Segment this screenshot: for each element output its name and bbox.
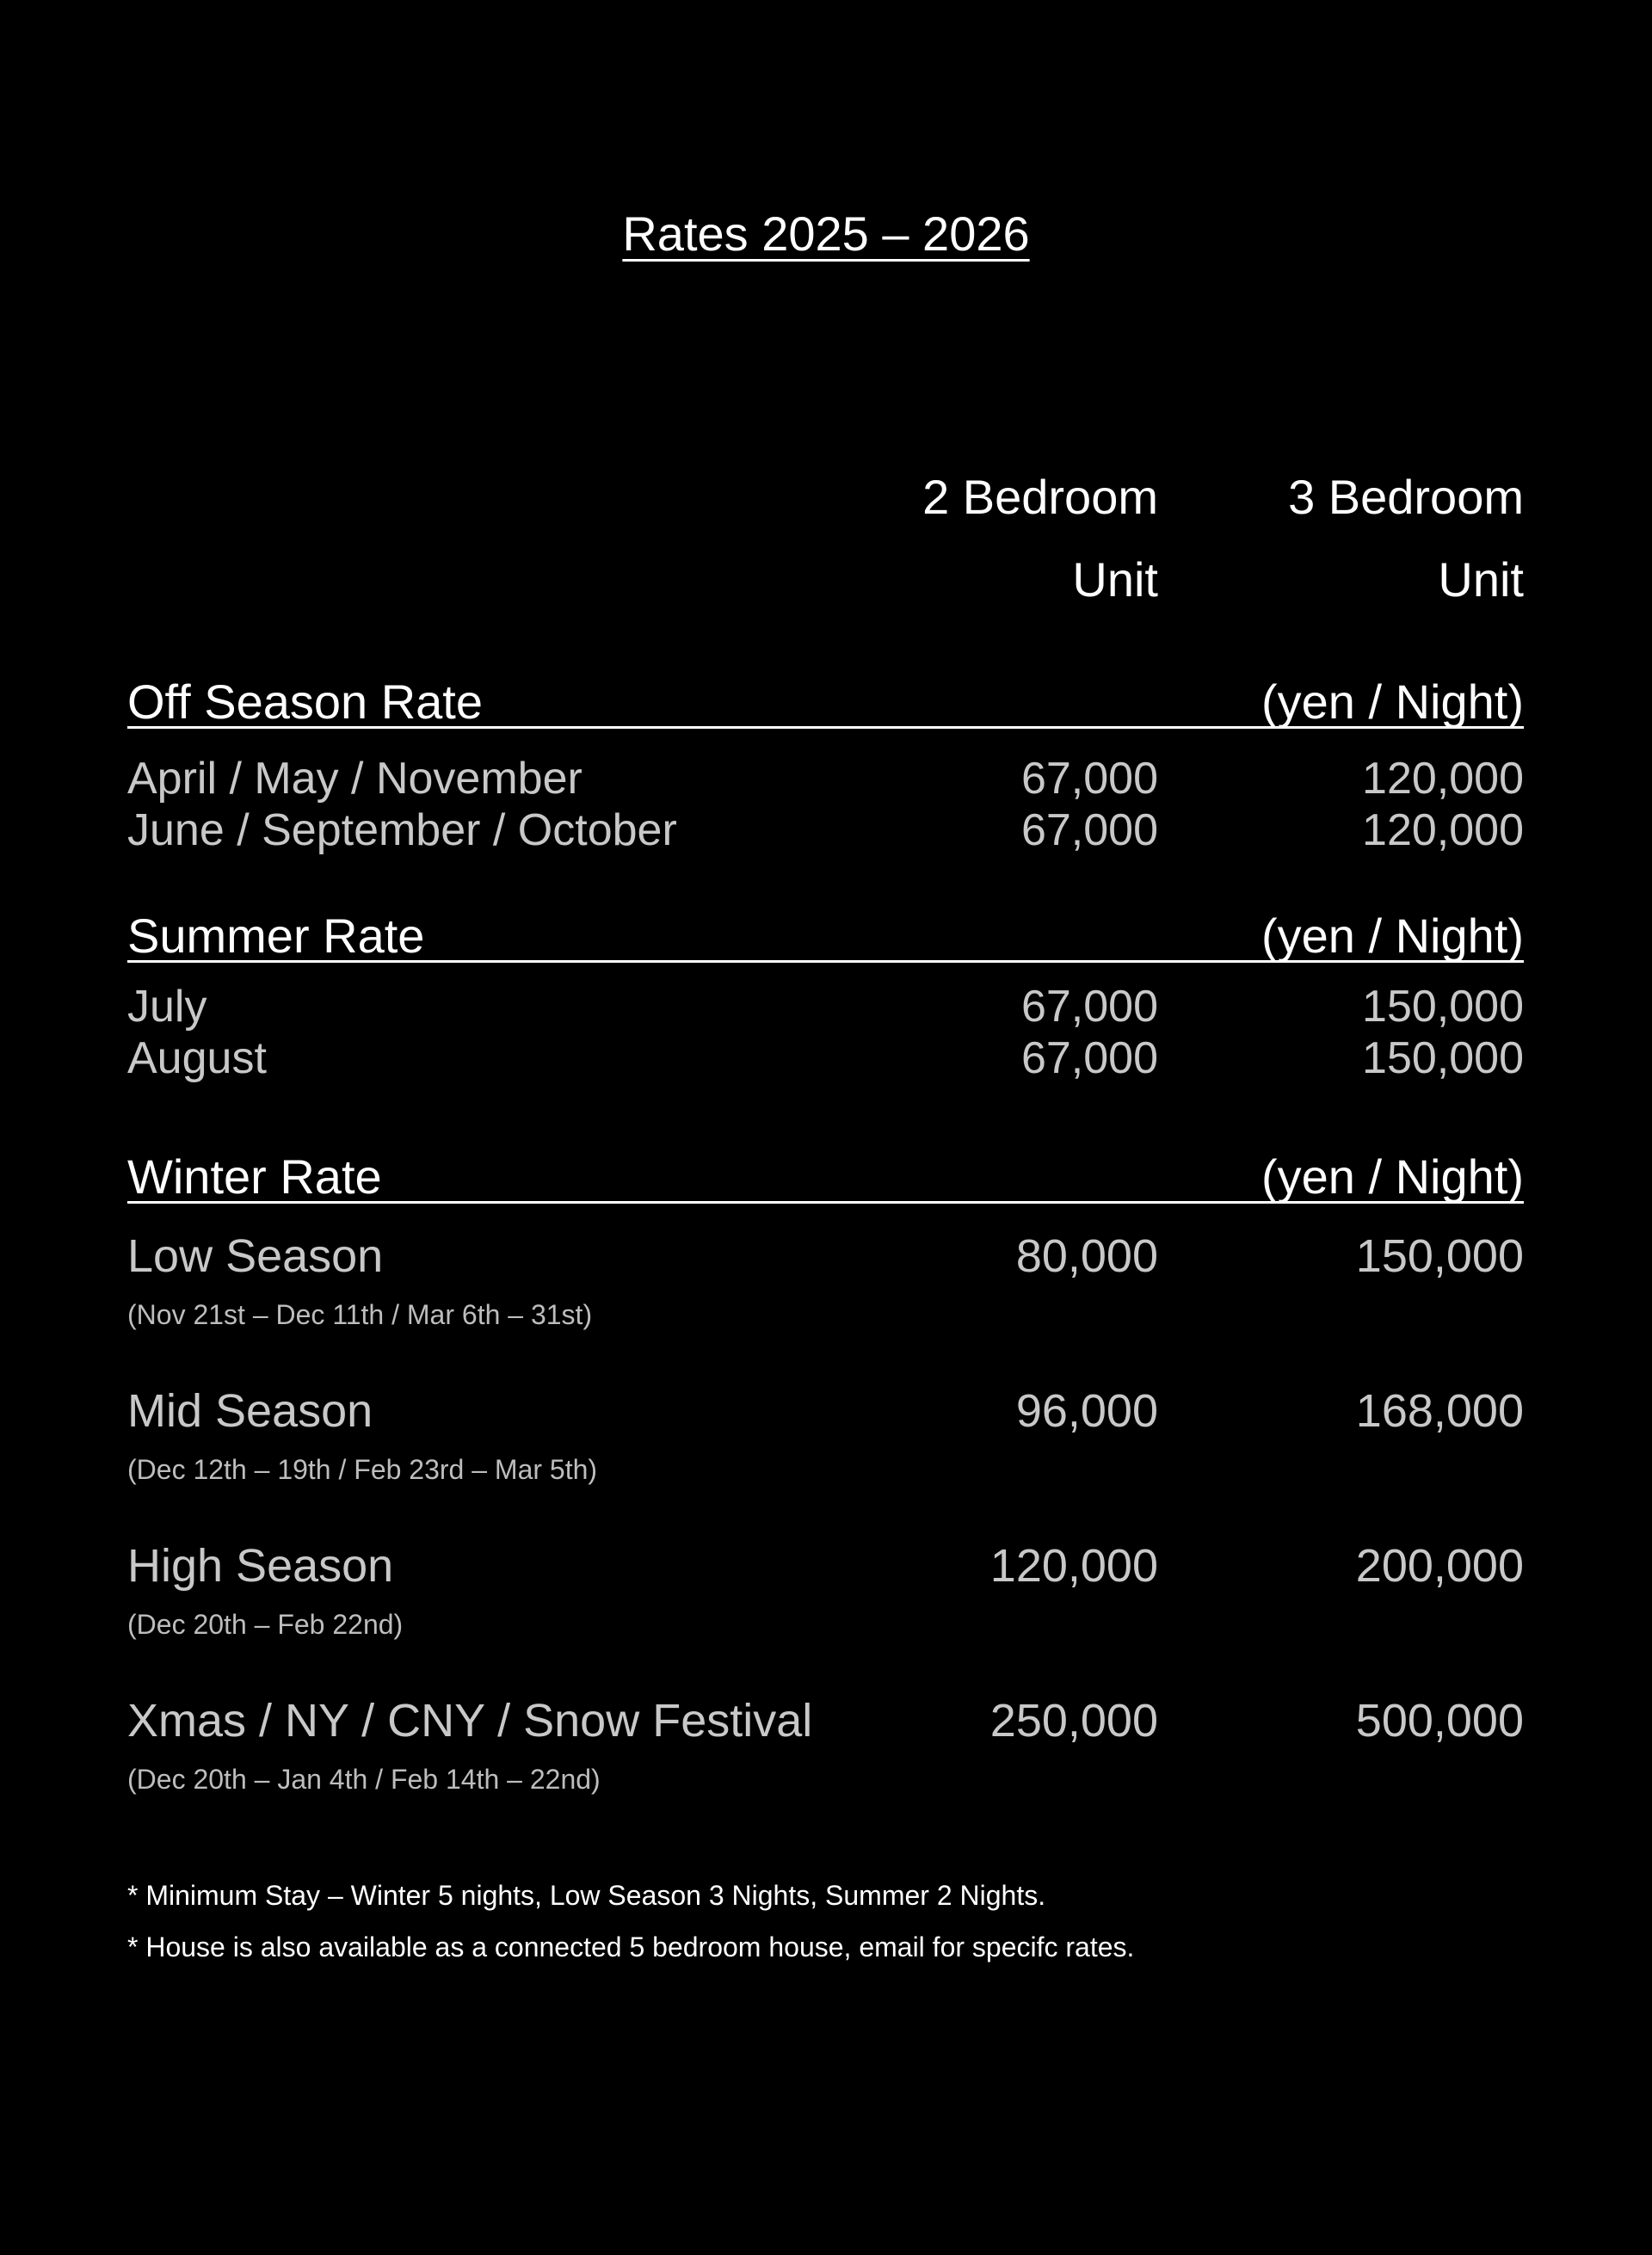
rate-row xyxy=(127,804,1524,856)
rate-dates: (Nov 21st – Dec 11th / Mar 6th – 31st) xyxy=(127,1299,593,1330)
rate-2-bedroom: 250,000 xyxy=(989,1695,1158,1747)
column-header-3-bedroom-line2: Unit xyxy=(1438,552,1524,607)
rate-3-bedroom: 500,000 xyxy=(1355,1695,1524,1747)
rate-row xyxy=(127,1540,1524,1592)
rate-2-bedroom: 80,000 xyxy=(1015,1230,1158,1282)
rate-3-bedroom: 150,000 xyxy=(1362,1033,1524,1083)
column-header-2-bedroom-line1: 2 Bedroom xyxy=(922,470,1158,524)
section-unit: (yen / Night) xyxy=(1261,675,1524,729)
rate-label: Mid Season xyxy=(127,1385,373,1437)
rate-3-bedroom: 150,000 xyxy=(1362,982,1524,1032)
section-header-winter xyxy=(127,1146,1524,1204)
rate-2-bedroom: 96,000 xyxy=(1015,1385,1158,1437)
page-title-text: Rates 2025 – 2026 xyxy=(622,206,1030,261)
rate-row xyxy=(127,753,1524,804)
section-title: Winter Rate xyxy=(127,1149,382,1204)
rate-2-bedroom: 67,000 xyxy=(1020,754,1158,804)
rate-2-bedroom: 120,000 xyxy=(989,1540,1158,1592)
rate-2-bedroom: 67,000 xyxy=(1020,805,1158,855)
rate-2-bedroom: 67,000 xyxy=(1020,982,1158,1032)
rate-row xyxy=(127,1385,1524,1437)
section-title: Summer Rate xyxy=(127,909,425,963)
rate-label: High Season xyxy=(127,1540,394,1592)
rate-row xyxy=(127,1032,1524,1084)
rate-row xyxy=(127,1230,1524,1282)
rate-3-bedroom: 120,000 xyxy=(1362,754,1524,804)
rate-dates: (Dec 12th – 19th / Feb 23rd – Mar 5th) xyxy=(127,1454,598,1485)
rate-label: April / May / November xyxy=(127,754,583,804)
section-unit: (yen / Night) xyxy=(1261,909,1524,963)
page-title xyxy=(0,206,1652,262)
footnote-five-bedroom: * House is also available as a connected 5 bedroom house, email for specifc rates. xyxy=(127,1932,1135,1962)
rate-label: Low Season xyxy=(127,1230,384,1282)
column-header-3-bedroom-line1: 3 Bedroom xyxy=(1288,470,1524,524)
footnote-minimum-stay: * Minimum Stay – Winter 5 nights, Low Season 3 Nights, Summer 2 Nights. xyxy=(127,1880,1046,1911)
rate-3-bedroom: 120,000 xyxy=(1362,805,1524,855)
rate-dates: (Dec 20th – Feb 22nd) xyxy=(127,1609,404,1640)
rate-3-bedroom: 200,000 xyxy=(1355,1540,1524,1592)
column-header-3-bedroom xyxy=(1205,456,1524,621)
section-header-summer xyxy=(127,905,1524,963)
rate-label: Xmas / NY / CNY / Snow Festival xyxy=(127,1695,813,1747)
rate-row xyxy=(127,1695,1524,1747)
rate-label: June / September / October xyxy=(127,805,677,855)
rate-row xyxy=(127,981,1524,1032)
rate-3-bedroom: 168,000 xyxy=(1355,1385,1524,1437)
rate-label: August xyxy=(127,1033,267,1083)
rate-3-bedroom: 150,000 xyxy=(1355,1230,1524,1282)
section-unit: (yen / Night) xyxy=(1261,1149,1524,1204)
section-header-off-season xyxy=(127,671,1524,729)
column-header-2-bedroom xyxy=(860,456,1158,621)
rate-label: July xyxy=(127,982,207,1032)
section-title: Off Season Rate xyxy=(127,675,483,729)
column-header-2-bedroom-line2: Unit xyxy=(1072,552,1158,607)
rate-2-bedroom: 67,000 xyxy=(1020,1033,1158,1083)
rate-dates: (Dec 20th – Jan 4th / Feb 14th – 22nd) xyxy=(127,1764,601,1795)
